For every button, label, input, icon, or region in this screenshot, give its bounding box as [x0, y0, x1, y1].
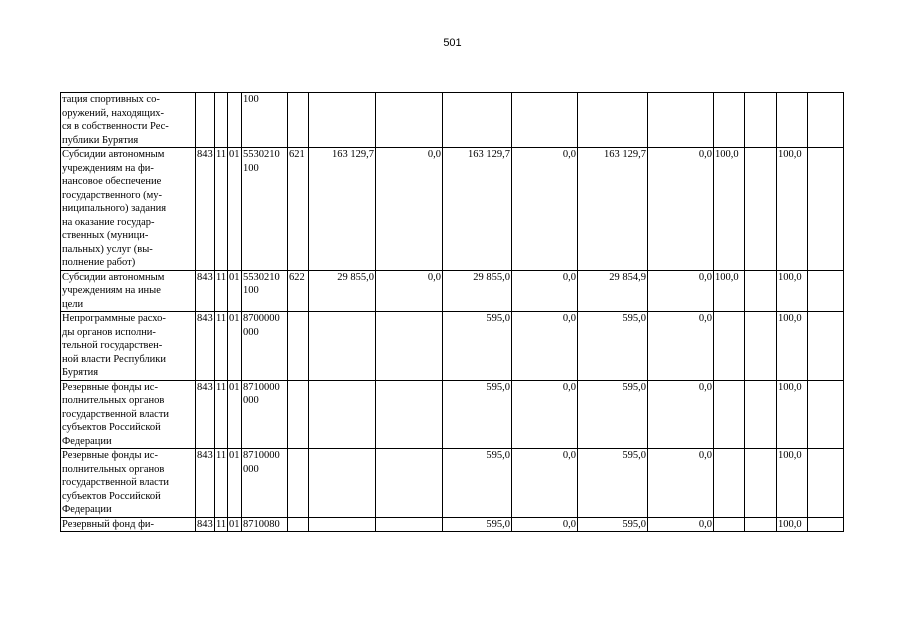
- cell-subsection-code: 01: [228, 148, 242, 271]
- cell-section-code: 11: [215, 380, 228, 449]
- cell-value-3: 595,0: [443, 449, 512, 518]
- table-row: [61, 449, 844, 518]
- cell-target-article-code: 8710080: [242, 517, 288, 532]
- cell-value-5: 163 129,7: [578, 148, 648, 271]
- cell-subsection-code: [228, 93, 242, 148]
- cell-percent-1: [714, 449, 745, 518]
- cell-value-1: [309, 312, 376, 381]
- cell-value-1: [309, 380, 376, 449]
- table-row: [61, 148, 844, 271]
- cell-percent-4: [808, 380, 844, 449]
- cell-value-1: [309, 93, 376, 148]
- cell-section-code: [215, 93, 228, 148]
- cell-section-code: 11: [215, 449, 228, 518]
- table-row: [61, 517, 844, 532]
- cell-target-article-code: 5530210 100: [242, 270, 288, 312]
- cell-value-3: 595,0: [443, 517, 512, 532]
- cell-value-2: [376, 93, 443, 148]
- cell-value-6: [648, 93, 714, 148]
- table-row: [61, 93, 844, 148]
- cell-department-code: 843: [196, 270, 215, 312]
- cell-target-article-code: 5530210 100: [242, 148, 288, 271]
- cell-value-4: 0,0: [512, 380, 578, 449]
- cell-department-code: 843: [196, 312, 215, 381]
- cell-value-6: 0,0: [648, 380, 714, 449]
- cell-value-2: [376, 517, 443, 532]
- cell-value-4: 0,0: [512, 517, 578, 532]
- cell-percent-4: [808, 270, 844, 312]
- cell-percent-2: [745, 312, 777, 381]
- cell-percent-1: [714, 312, 745, 381]
- table-row: [61, 312, 844, 381]
- cell-value-5: [578, 93, 648, 148]
- cell-subsection-code: 01: [228, 270, 242, 312]
- cell-subsection-code: 01: [229, 518, 240, 530]
- cell-value-2: 0,0: [376, 148, 443, 271]
- cell-value-1: 29 855,0: [309, 270, 376, 312]
- cell-subsection-code: 01: [228, 380, 242, 449]
- cell-expense-type-code: 621: [288, 148, 309, 271]
- table-row: [61, 270, 844, 312]
- cell-value-3: [443, 93, 512, 148]
- cell-value-6: 0,0: [648, 312, 714, 381]
- cell-expense-type-code: [288, 312, 309, 381]
- cell-percent-1: [714, 93, 745, 148]
- cell-percent-4: [808, 449, 844, 518]
- cell-value-2: [376, 380, 443, 449]
- cell-expense-type-code: [288, 517, 309, 532]
- cell-percent-4: [808, 517, 844, 532]
- cell-value-4: [512, 93, 578, 148]
- cell-value-6: 0,0: [648, 449, 714, 518]
- cell-value-2: [376, 312, 443, 381]
- cell-name: Резервные фонды ис- полнительных органов государственной власти субъектов Российской Федерации: [61, 380, 196, 449]
- cell-section-code: 11: [215, 148, 228, 271]
- cell-expense-type-code: 622: [288, 270, 309, 312]
- cell-expense-type-code: [288, 93, 309, 148]
- cell-percent-2: [745, 449, 777, 518]
- cell-value-4: 0,0: [512, 449, 578, 518]
- cell-percent-3: 100,0: [777, 148, 808, 271]
- cell-value-4: 0,0: [512, 148, 578, 271]
- cell-value-4: 0,0: [512, 270, 578, 312]
- cell-expense-type-code: [288, 380, 309, 449]
- cell-percent-3: 100,0: [777, 449, 808, 518]
- cell-percent-4: [808, 93, 844, 148]
- table-row: [61, 380, 844, 449]
- cell-target-article-code: 100: [242, 93, 288, 148]
- cell-value-5: 29 854,9: [578, 270, 648, 312]
- cell-percent-3: 100,0: [777, 270, 808, 312]
- cell-value-4: 0,0: [512, 312, 578, 381]
- cell-percent-3: [777, 93, 808, 148]
- cell-target-article-code: 8700000 000: [242, 312, 288, 381]
- cell-percent-3: 100,0: [777, 312, 808, 381]
- cell-section-code: 11: [216, 518, 227, 530]
- cell-subsection-code: 01: [228, 312, 242, 381]
- cell-percent-2: [745, 148, 777, 271]
- cell-value-5: 595,0: [578, 449, 648, 518]
- cell-value-2: 0,0: [376, 270, 443, 312]
- cell-name: Субсидии автономным учреждениям на иные цели: [61, 270, 196, 312]
- cell-percent-1: [714, 517, 745, 532]
- cell-percent-4: [808, 312, 844, 381]
- cell-percent-3: 100,0: [777, 380, 808, 449]
- cell-value-6: 0,0: [648, 270, 714, 312]
- cell-percent-2: [745, 517, 777, 532]
- cell-value-3: 595,0: [443, 312, 512, 381]
- cell-percent-4: [808, 148, 844, 271]
- cell-department-code: 843: [196, 449, 215, 518]
- cell-value-5: 595,0: [578, 380, 648, 449]
- cell-value-6: 0,0: [648, 517, 714, 532]
- cell-value-1: 163 129,7: [309, 148, 376, 271]
- cell-section-code: 11: [215, 312, 228, 381]
- cell-value-2: [376, 449, 443, 518]
- cell-value-1: [309, 517, 376, 532]
- cell-value-3: 163 129,7: [443, 148, 512, 271]
- budget-table: [60, 92, 844, 532]
- cell-value-5: 595,0: [578, 517, 648, 532]
- cell-name: Субсидии автономным учреждениям на фи- нансовое обеспечение государственного (му- ниципального) задания на оказание государ- ственных (муници- пальных) услуг (вы- полнение работ): [61, 148, 196, 271]
- cell-percent-2: [745, 380, 777, 449]
- page-number: 501: [443, 37, 462, 49]
- cell-department-code: [196, 93, 215, 148]
- cell-target-article-code: 8710000 000: [242, 449, 288, 518]
- cell-percent-2: [745, 270, 777, 312]
- cell-value-6: 0,0: [648, 148, 714, 271]
- cell-name: тация спортивных со- оружений, находящих- ся в собственности Рес- публики Бурятия: [61, 93, 196, 148]
- budget-table-body: [61, 93, 844, 532]
- cell-name: Резервный фонд фи-: [61, 517, 196, 532]
- cell-percent-1: 100,0: [714, 148, 745, 271]
- cell-percent-3: 100,0: [777, 517, 808, 532]
- cell-value-3: 595,0: [443, 380, 512, 449]
- cell-percent-2: [745, 93, 777, 148]
- cell-name: Резервные фонды ис- полнительных органов государственной власти субъектов Российской Федерации: [61, 449, 196, 518]
- cell-department-code: 843: [197, 518, 213, 530]
- cell-value-1: [309, 449, 376, 518]
- cell-expense-type-code: [288, 449, 309, 518]
- cell-subsection-code: 01: [228, 449, 242, 518]
- cell-value-5: 595,0: [578, 312, 648, 381]
- cell-value-3: 29 855,0: [443, 270, 512, 312]
- cell-department-code: 843: [196, 380, 215, 449]
- cell-target-article-code: 8710000 000: [242, 380, 288, 449]
- cell-name: Непрограммные расхо- ды органов исполни- тельной государствен- ной власти Республики Бурятия: [61, 312, 196, 381]
- cell-department-code: 843: [196, 148, 215, 271]
- cell-percent-1: [714, 380, 745, 449]
- cell-section-code: 11: [215, 270, 228, 312]
- cell-percent-1: 100,0: [714, 270, 745, 312]
